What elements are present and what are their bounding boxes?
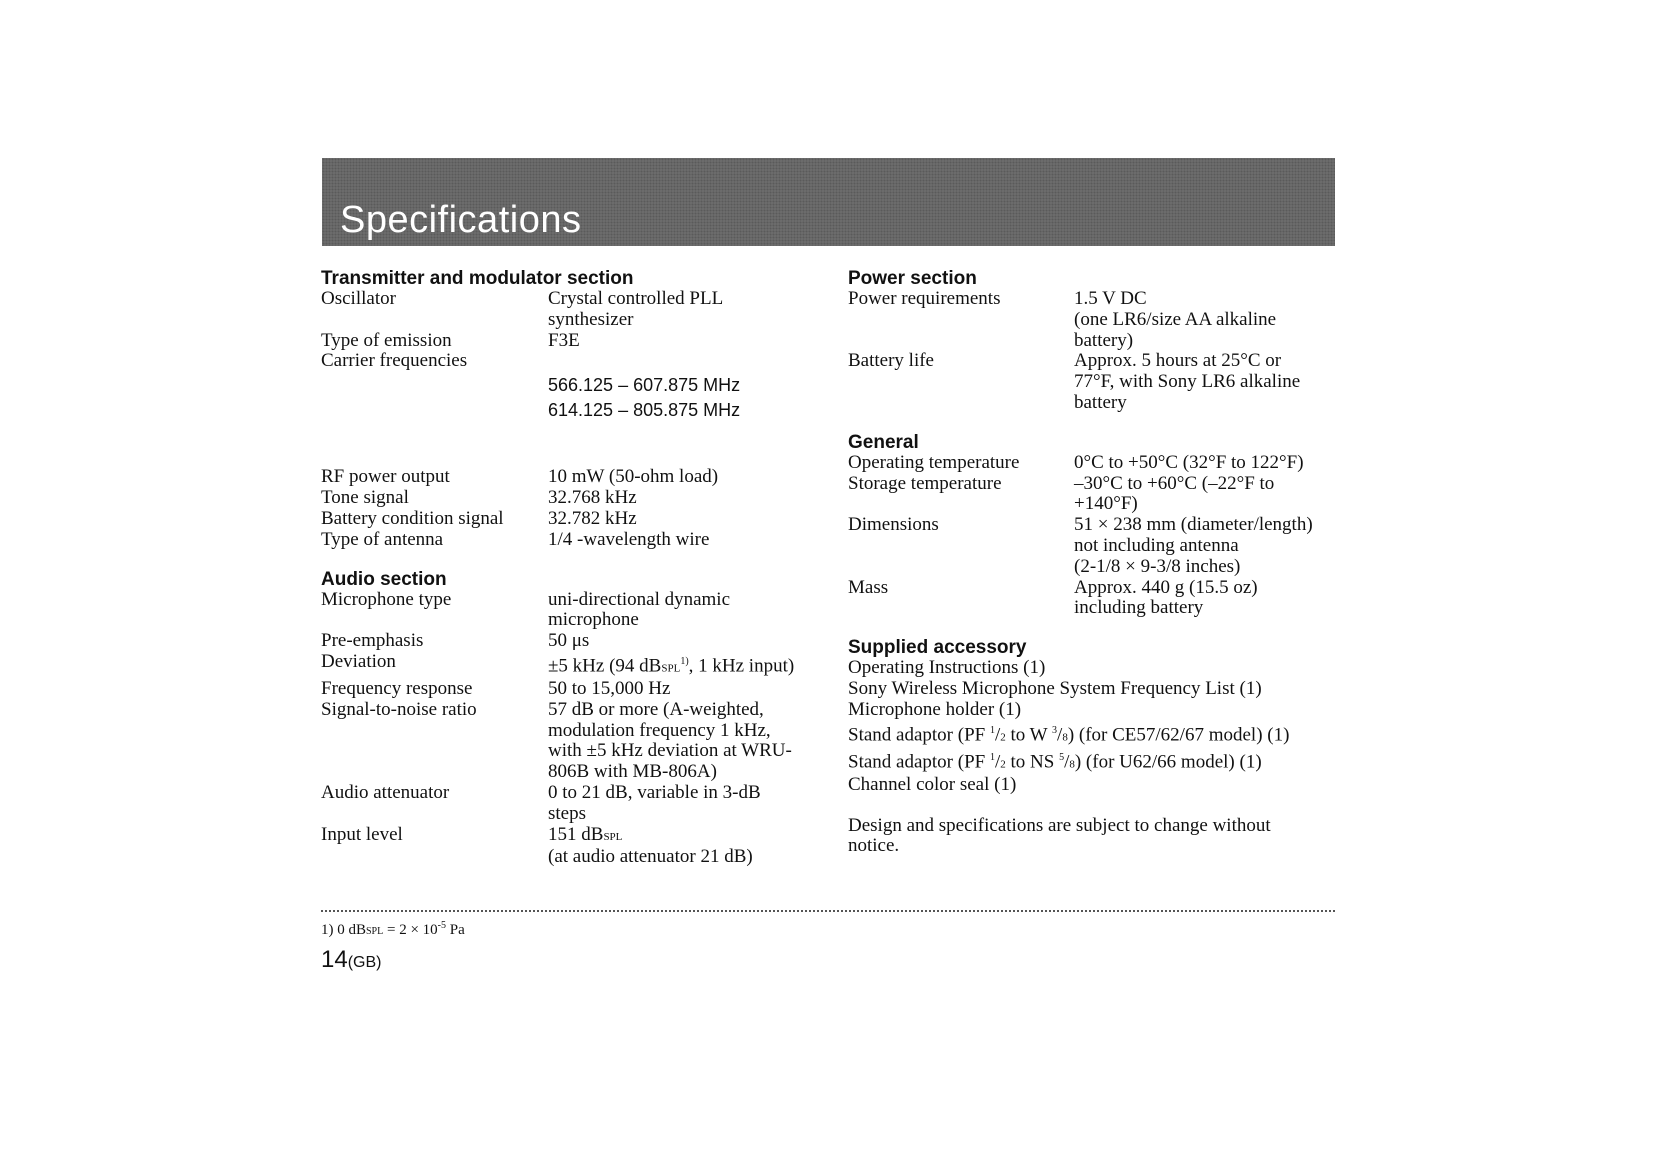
transmitter-section (321, 268, 821, 551)
subscript-spl: SPL (603, 830, 623, 843)
spec-row-input-level (321, 825, 821, 869)
value-text: ) (for CE57/62/67 model) (1) (1067, 723, 1290, 745)
value-line: steps (548, 802, 586, 824)
title-banner (322, 158, 1335, 246)
spec-value (548, 590, 821, 632)
value-line: (2-1/8 × 9-3/8 inches) (1074, 555, 1241, 577)
spec-row-emission (321, 331, 821, 352)
spec-value (548, 825, 821, 869)
value-line: notice. (848, 835, 900, 857)
value-line: –30°C to +60°C (–22°F to (1074, 472, 1275, 494)
value-line: including battery (1074, 597, 1204, 619)
spec-row-dimensions (848, 515, 1338, 577)
spec-value: 10 mW (50-ohm load) (548, 466, 719, 488)
accessory-item: Stand adaptor (PF $^1$/2 to W $^3$/8) (for CE57/62/67 model) (1) (848, 723, 1290, 745)
value-line: 57 dB or more (A-weighted, (548, 698, 764, 720)
footnote-ref: 1) (680, 655, 689, 667)
footnote-text: 1) 0 dB (321, 922, 366, 938)
page-language-suffix: (GB) (347, 954, 382, 971)
spec-key: Type of emission (321, 329, 452, 351)
spec-row-frequency-response (321, 679, 821, 700)
value-line: 0 to 21 dB, variable in 3-dB (548, 782, 761, 804)
value-line: 51 × 238 mm (diameter/length) (1074, 514, 1313, 536)
spec-key: Type of antenna (321, 528, 444, 550)
spec-value (1074, 515, 1338, 577)
page-number-value: 14 (321, 946, 348, 973)
spec-value (1074, 351, 1338, 413)
value-line: battery (1074, 391, 1127, 413)
spec-key: Carrier frequencies (321, 350, 468, 372)
footnote (321, 920, 465, 939)
spec-key: Pre-emphasis (321, 630, 424, 652)
value-text: 151 dB (548, 823, 604, 845)
spec-value: 0°C to +50°C (32°F to 122°F) (1074, 451, 1304, 473)
spec-value: 32.768 kHz (548, 487, 637, 509)
value-line: with ±5 kHz deviation at WRU- (548, 740, 792, 762)
spec-row-battery-signal (321, 509, 821, 530)
value-line: 566.125 – 607.875 MHz (548, 375, 741, 396)
value-text: to W (1005, 723, 1053, 745)
spec-row-carrier (321, 351, 821, 467)
value-text: Stand adaptor (PF (848, 723, 990, 745)
value-text: to NS (1005, 751, 1060, 772)
fraction-denominator: 2 (1000, 758, 1006, 770)
page-number (321, 946, 381, 974)
spec-row-mass (848, 578, 1338, 620)
spec-value (548, 700, 821, 783)
dotted-divider (321, 910, 1335, 912)
value-line: 1.5 V DC (1074, 288, 1147, 309)
section-heading: Transmitter and modulator section (321, 268, 634, 289)
fraction-numerator: 5 (1059, 751, 1065, 763)
spec-row-battery-life (848, 351, 1338, 413)
value-line: not including antenna (1074, 534, 1239, 556)
value-line: (one LR6/size AA alkaline (1074, 308, 1277, 330)
value-line: battery) (1074, 329, 1134, 351)
spec-value (548, 783, 821, 825)
spec-row-snr (321, 700, 821, 783)
value-text: , 1 kHz input) (688, 655, 795, 677)
spec-key: RF power output (321, 466, 450, 488)
section-heading: Audio section (321, 568, 447, 590)
subscript-spl: SPL (366, 926, 384, 937)
spec-value: 1/4 -wavelength wire (548, 528, 710, 550)
section-heading: General (848, 431, 919, 453)
spec-value (1074, 578, 1338, 620)
spec-row-storage-temp (848, 474, 1338, 516)
page-title: Specifications (340, 199, 582, 241)
footnote-text: Pa (446, 922, 465, 938)
spec-key: Operating temperature (848, 451, 1020, 473)
spec-value (548, 652, 821, 679)
value-text: ) (for U62/66 model) (1) (1074, 751, 1262, 772)
spec-key: Frequency response (321, 678, 473, 700)
accessory-item: Operating Instructions (1) (848, 657, 1046, 679)
spec-key: Input level (321, 823, 403, 845)
value-line: modulation frequency 1 kHz, (548, 719, 771, 741)
spec-key: Storage temperature (848, 472, 1002, 494)
audio-section (321, 569, 821, 869)
spec-value: F3E (548, 329, 580, 351)
spec-row-attenuator (321, 783, 821, 825)
spec-key: Signal-to-noise ratio (321, 698, 477, 720)
value-line: microphone (548, 609, 639, 631)
fraction-numerator: 1 (989, 724, 995, 736)
spec-row-tone (321, 488, 821, 509)
value-line: 806B with MB-806A) (548, 761, 717, 783)
spec-value (1074, 289, 1338, 351)
subscript-spl: SPL (661, 662, 681, 675)
spec-key: Audio attenuator (321, 782, 450, 804)
spec-value (1074, 474, 1338, 516)
spec-key: Battery life (848, 350, 934, 372)
spec-key: Microphone type (321, 588, 452, 610)
footnote-text: = 2 × 10 (383, 922, 438, 938)
fraction-denominator: 8 (1062, 730, 1068, 743)
value-line: 77°F, with Sony LR6 alkaline (1074, 371, 1301, 393)
value-line: 614.125 – 805.875 MHz (548, 400, 741, 421)
spec-key: Oscillator (321, 288, 396, 309)
value-line: (at audio attenuator 21 dB) (548, 846, 753, 868)
spec-key: Battery condition signal (321, 507, 504, 529)
spec-row-oscillator (321, 289, 821, 331)
spec-key: Deviation (321, 650, 396, 672)
spec-row-power-requirements (848, 289, 1338, 351)
accessory-item: Channel color seal (1) (848, 773, 1017, 795)
spec-value (548, 289, 821, 331)
value-line: +140°F) (1074, 493, 1138, 515)
fraction-numerator: 1 (989, 751, 995, 763)
value-text: Stand adaptor (PF (848, 751, 990, 772)
value-line: Design and specifications are subject to change without (848, 814, 1271, 836)
left-column (321, 268, 821, 886)
spec-row-microphone (321, 590, 821, 632)
spec-row-antenna (321, 530, 821, 551)
spec-value (548, 351, 821, 467)
section-heading: Supplied accessory (848, 637, 1027, 659)
spec-key: Dimensions (848, 514, 939, 536)
spec-value: 50 μs (548, 630, 590, 652)
value-text: ±5 kHz (94 dB (548, 655, 662, 677)
value-line: synthesizer (548, 308, 634, 330)
accessory-section (848, 637, 1338, 857)
spec-row-pre-emphasis (321, 631, 821, 652)
value-line: Crystal controlled PLL (548, 288, 724, 309)
accessory-item: Microphone holder (1) (848, 698, 1022, 720)
spec-key: Power requirements (848, 288, 1001, 309)
spec-row-operating-temp (848, 453, 1338, 474)
general-section (848, 432, 1338, 619)
section-heading: Power section (848, 268, 977, 289)
value-line: Approx. 5 hours at 25°C or (1074, 350, 1282, 372)
fraction-denominator: 2 (1000, 730, 1006, 743)
spec-key: Mass (848, 576, 889, 598)
value-line: Approx. 440 g (15.5 oz) (1074, 576, 1258, 598)
spec-value: 50 to 15,000 Hz (548, 678, 671, 700)
power-section (848, 268, 1338, 414)
spec-key: Tone signal (321, 487, 409, 509)
change-notice (848, 816, 1338, 858)
accessory-item: Stand adaptor (PF $^1$/2 to NS $^5$/8) (for U62/66 model) (1) (848, 751, 1262, 772)
exponent: -5 (437, 920, 446, 931)
fraction-denominator: 8 (1069, 758, 1075, 770)
accessory-item: Sony Wireless Microphone System Frequency List (1) (848, 677, 1262, 699)
fraction-numerator: 3 (1052, 724, 1058, 736)
spec-row-deviation (321, 652, 821, 679)
spec-value: 32.782 kHz (548, 507, 637, 529)
spec-row-rf-power (321, 467, 821, 488)
value-line: uni-directional dynamic (548, 588, 731, 610)
right-column (848, 268, 1338, 875)
